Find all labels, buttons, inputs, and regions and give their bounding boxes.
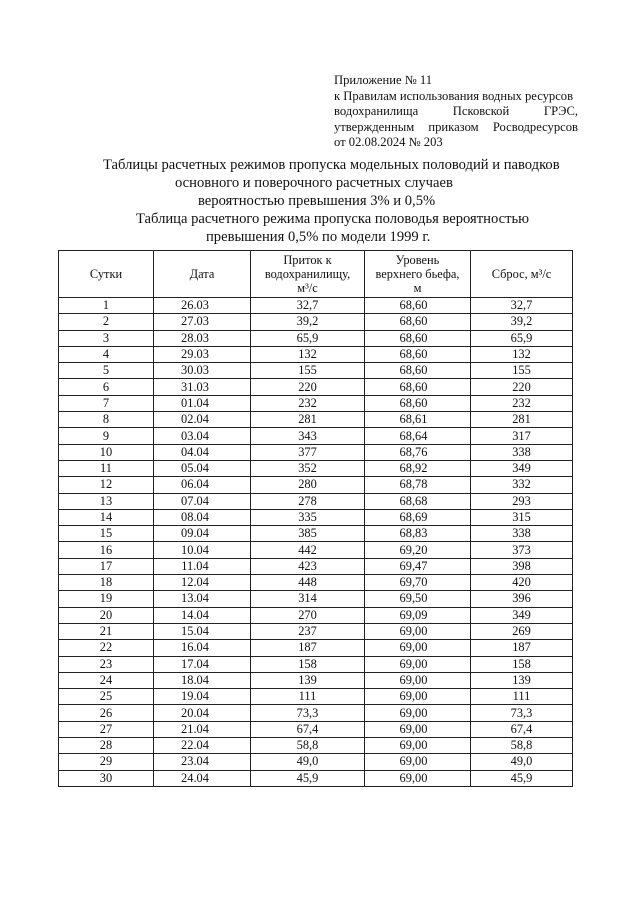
cell-date: 04.04 <box>154 444 251 460</box>
cell-level: 69,00 <box>365 770 471 786</box>
table-row <box>59 298 573 314</box>
cell-level: 68,83 <box>365 526 471 542</box>
table-title-line-2: превышения 0,5% по модели 1999 г. <box>206 229 431 245</box>
cell-day: 4 <box>59 346 154 362</box>
heading-line-2: основного и поверочного расчетных случаев <box>175 175 453 191</box>
cell-day: 3 <box>59 330 154 346</box>
cell-inflow: 385 <box>251 526 365 542</box>
cell-discharge: 269 <box>471 623 573 639</box>
cell-discharge: 293 <box>471 493 573 509</box>
cell-date: 10.04 <box>154 542 251 558</box>
cell-inflow: 155 <box>251 363 365 379</box>
table-row <box>59 656 573 672</box>
table-row <box>59 477 573 493</box>
header-level: Уровень верхнего бьефа, м <box>365 251 471 298</box>
cell-inflow: 220 <box>251 379 365 395</box>
cell-date: 02.04 <box>154 412 251 428</box>
cell-date: 11.04 <box>154 558 251 574</box>
cell-date: 07.04 <box>154 493 251 509</box>
cell-day: 17 <box>59 558 154 574</box>
cell-discharge: 338 <box>471 526 573 542</box>
table-row <box>59 330 573 346</box>
cell-day: 19 <box>59 591 154 607</box>
cell-inflow: 442 <box>251 542 365 558</box>
annex-line-4: утвержденным приказом Росводресурсов <box>334 119 578 134</box>
cell-level: 69,70 <box>365 575 471 591</box>
cell-date: 12.04 <box>154 575 251 591</box>
cell-level: 68,60 <box>365 346 471 362</box>
cell-discharge: 420 <box>471 575 573 591</box>
annex-number: Приложение № 11 <box>334 73 433 87</box>
cell-discharge: 398 <box>471 558 573 574</box>
table-row <box>59 346 573 362</box>
cell-discharge: 45,9 <box>471 770 573 786</box>
cell-date: 17.04 <box>154 656 251 672</box>
cell-level: 68,61 <box>365 412 471 428</box>
cell-level: 68,78 <box>365 477 471 493</box>
cell-date: 20.04 <box>154 705 251 721</box>
cell-level: 69,00 <box>365 672 471 688</box>
cell-date: 21.04 <box>154 721 251 737</box>
cell-discharge: 396 <box>471 591 573 607</box>
cell-day: 5 <box>59 363 154 379</box>
table-row <box>59 770 573 786</box>
table-row <box>59 607 573 623</box>
cell-day: 6 <box>59 379 154 395</box>
cell-level: 69,09 <box>365 607 471 623</box>
cell-level: 68,69 <box>365 509 471 525</box>
cell-day: 14 <box>59 509 154 525</box>
table-row <box>59 591 573 607</box>
cell-discharge: 111 <box>471 689 573 705</box>
cell-date: 05.04 <box>154 460 251 476</box>
cell-discharge: 132 <box>471 346 573 362</box>
cell-discharge: 349 <box>471 460 573 476</box>
cell-date: 19.04 <box>154 689 251 705</box>
cell-day: 25 <box>59 689 154 705</box>
cell-inflow: 423 <box>251 558 365 574</box>
table-row <box>59 526 573 542</box>
cell-inflow: 448 <box>251 575 365 591</box>
cell-date: 14.04 <box>154 607 251 623</box>
annex-block <box>334 73 578 151</box>
table-row <box>59 412 573 428</box>
table-title-line-1: Таблица расчетного режима пропуска половодья вероятностью <box>136 211 530 227</box>
cell-discharge: 338 <box>471 444 573 460</box>
cell-inflow: 65,9 <box>251 330 365 346</box>
cell-inflow: 281 <box>251 412 365 428</box>
cell-date: 01.04 <box>154 395 251 411</box>
cell-level: 69,00 <box>365 640 471 656</box>
cell-discharge: 155 <box>471 363 573 379</box>
cell-level: 69,00 <box>365 754 471 770</box>
annex-reference: к Правилам использования водных ресурсов <box>334 88 574 103</box>
cell-inflow: 111 <box>251 689 365 705</box>
table-row <box>59 738 573 754</box>
cell-level: 69,00 <box>365 689 471 705</box>
cell-day: 7 <box>59 395 154 411</box>
cell-day: 9 <box>59 428 154 444</box>
table-row <box>59 542 573 558</box>
cell-inflow: 280 <box>251 477 365 493</box>
cell-date: 26.03 <box>154 298 251 314</box>
table-row <box>59 558 573 574</box>
heading-line-3: вероятностью превышения 3% и 0,5% <box>198 193 436 209</box>
cell-discharge: 332 <box>471 477 573 493</box>
cell-inflow: 45,9 <box>251 770 365 786</box>
cell-day: 29 <box>59 754 154 770</box>
header-discharge: Сброс, м³/с <box>471 251 573 298</box>
cell-level: 69,00 <box>365 721 471 737</box>
cell-inflow: 139 <box>251 672 365 688</box>
cell-day: 1 <box>59 298 154 314</box>
cell-discharge: 349 <box>471 607 573 623</box>
cell-discharge: 158 <box>471 656 573 672</box>
table-row <box>59 689 573 705</box>
cell-discharge: 281 <box>471 412 573 428</box>
cell-discharge: 315 <box>471 509 573 525</box>
cell-date: 24.04 <box>154 770 251 786</box>
cell-level: 69,20 <box>365 542 471 558</box>
cell-discharge: 187 <box>471 640 573 656</box>
cell-level: 68,76 <box>365 444 471 460</box>
cell-level: 69,00 <box>365 623 471 639</box>
cell-level: 68,60 <box>365 314 471 330</box>
cell-inflow: 67,4 <box>251 721 365 737</box>
header-date: Дата <box>154 251 251 298</box>
cell-date: 06.04 <box>154 477 251 493</box>
header-day: Сутки <box>59 251 154 298</box>
cell-day: 16 <box>59 542 154 558</box>
cell-day: 10 <box>59 444 154 460</box>
cell-inflow: 187 <box>251 640 365 656</box>
cell-day: 12 <box>59 477 154 493</box>
cell-discharge: 39,2 <box>471 314 573 330</box>
cell-level: 68,64 <box>365 428 471 444</box>
cell-level: 68,60 <box>365 330 471 346</box>
cell-inflow: 314 <box>251 591 365 607</box>
cell-level: 68,68 <box>365 493 471 509</box>
cell-level: 68,60 <box>365 363 471 379</box>
cell-day: 27 <box>59 721 154 737</box>
cell-discharge: 49,0 <box>471 754 573 770</box>
cell-inflow: 32,7 <box>251 298 365 314</box>
cell-day: 13 <box>59 493 154 509</box>
cell-level: 68,60 <box>365 395 471 411</box>
annex-line-3: водохранилища Псковской ГРЭС, <box>334 104 578 119</box>
cell-date: 18.04 <box>154 672 251 688</box>
cell-level: 69,00 <box>365 705 471 721</box>
cell-day: 23 <box>59 656 154 672</box>
table-row <box>59 395 573 411</box>
table-row <box>59 509 573 525</box>
cell-level: 69,00 <box>365 656 471 672</box>
cell-day: 22 <box>59 640 154 656</box>
cell-inflow: 232 <box>251 395 365 411</box>
cell-discharge: 232 <box>471 395 573 411</box>
cell-date: 15.04 <box>154 623 251 639</box>
cell-day: 26 <box>59 705 154 721</box>
cell-day: 15 <box>59 526 154 542</box>
cell-date: 30.03 <box>154 363 251 379</box>
cell-inflow: 270 <box>251 607 365 623</box>
cell-date: 03.04 <box>154 428 251 444</box>
table-header-row <box>59 251 573 298</box>
table-row <box>59 314 573 330</box>
cell-day: 8 <box>59 412 154 428</box>
table-row <box>59 705 573 721</box>
cell-discharge: 65,9 <box>471 330 573 346</box>
cell-date: 29.03 <box>154 346 251 362</box>
cell-level: 69,47 <box>365 558 471 574</box>
cell-inflow: 39,2 <box>251 314 365 330</box>
cell-date: 08.04 <box>154 509 251 525</box>
cell-discharge: 373 <box>471 542 573 558</box>
cell-inflow: 335 <box>251 509 365 525</box>
cell-date: 09.04 <box>154 526 251 542</box>
cell-discharge: 139 <box>471 672 573 688</box>
cell-day: 28 <box>59 738 154 754</box>
cell-inflow: 158 <box>251 656 365 672</box>
cell-day: 18 <box>59 575 154 591</box>
cell-inflow: 132 <box>251 346 365 362</box>
annex-order-date: от 02.08.2024 № 203 <box>334 135 443 150</box>
cell-date: 13.04 <box>154 591 251 607</box>
header-inflow: Приток к водохранилищу, м³/с <box>251 251 365 298</box>
table-row <box>59 428 573 444</box>
cell-level: 68,92 <box>365 460 471 476</box>
cell-inflow: 377 <box>251 444 365 460</box>
cell-date: 16.04 <box>154 640 251 656</box>
cell-day: 11 <box>59 460 154 476</box>
cell-date: 28.03 <box>154 330 251 346</box>
table-body <box>59 298 573 787</box>
cell-inflow: 73,3 <box>251 705 365 721</box>
cell-level: 69,50 <box>365 591 471 607</box>
table-row <box>59 575 573 591</box>
cell-date: 27.03 <box>154 314 251 330</box>
table-row <box>59 623 573 639</box>
cell-discharge: 67,4 <box>471 721 573 737</box>
cell-day: 20 <box>59 607 154 623</box>
cell-date: 31.03 <box>154 379 251 395</box>
cell-date: 23.04 <box>154 754 251 770</box>
cell-discharge: 32,7 <box>471 298 573 314</box>
cell-inflow: 343 <box>251 428 365 444</box>
table-row <box>59 493 573 509</box>
cell-level: 68,60 <box>365 379 471 395</box>
table-row <box>59 363 573 379</box>
flood-regime-table <box>58 250 573 787</box>
cell-discharge: 58,8 <box>471 738 573 754</box>
cell-inflow: 237 <box>251 623 365 639</box>
cell-inflow: 49,0 <box>251 754 365 770</box>
cell-level: 68,60 <box>365 298 471 314</box>
cell-discharge: 220 <box>471 379 573 395</box>
cell-discharge: 317 <box>471 428 573 444</box>
cell-level: 69,00 <box>365 738 471 754</box>
table-row <box>59 460 573 476</box>
cell-date: 22.04 <box>154 738 251 754</box>
table-row <box>59 640 573 656</box>
table-row <box>59 672 573 688</box>
cell-day: 24 <box>59 672 154 688</box>
cell-day: 30 <box>59 770 154 786</box>
table-row <box>59 379 573 395</box>
cell-inflow: 352 <box>251 460 365 476</box>
cell-discharge: 73,3 <box>471 705 573 721</box>
cell-inflow: 58,8 <box>251 738 365 754</box>
heading-line-1: Таблицы расчетных режимов пропуска модельных половодий и паводков <box>103 157 560 173</box>
table-row <box>59 754 573 770</box>
cell-inflow: 278 <box>251 493 365 509</box>
table-row <box>59 721 573 737</box>
cell-day: 2 <box>59 314 154 330</box>
cell-day: 21 <box>59 623 154 639</box>
table-row <box>59 444 573 460</box>
